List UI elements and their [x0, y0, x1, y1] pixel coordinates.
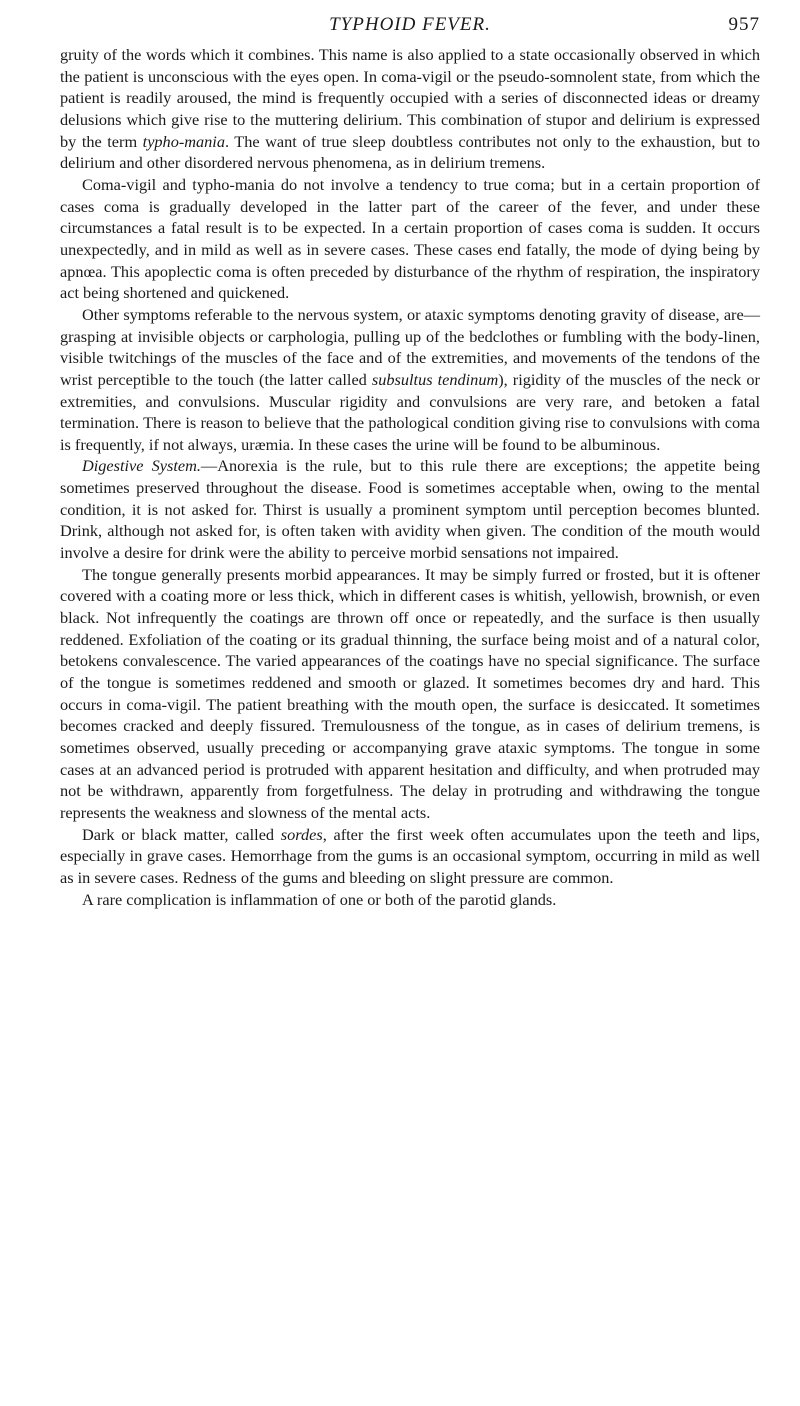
text-run: Other symptoms referable to the nervous system, or ataxic symptoms denoting gravity of disease, are—grasping at invisible objects or carphologia, pulling up of the bedclothes or fumbling with the body-linen, visible twitchings of the muscles of the face and of the extremities, and movements of the tendons of the wrist perceptible to the touch (the latter called: [60, 304, 760, 389]
text-run: The tongue generally presents morbid appearances. It may be simply furred or frosted, but it is oftener covered with a coating more or less thick, which in different cases is whitish, yellowish, brownish, or even black. Not infrequently the coatings are thrown off once or repeatedly, and the surface is then usually reddened. Exfoliation of the coating or its gradual thinning, the surface being moist and of a natural color, betokens convalescence. The varied appearances of the coatings have no special significance. The surface of the tongue is sometimes reddened and smooth or glazed. It sometimes becomes dry and hard. This occurs in coma-vigil. The patient breathing with the mouth open, the surface is desiccated. It sometimes becomes cracked and deeply fissured. Tremulousness of the tongue, as in cases of delirium tremens, is sometimes observed, usually preceding or accompanying grave ataxic symptoms. The tongue in some cases at an advanced period is protruded with apparent hesitation and difficulty, and when protruded may not be withdrawn, apparently from forgetfulness. The delay in protruding and withdrawing the tongue represents the weakness and slowness of the mental acts.: [60, 564, 760, 822]
text-run: A rare complication is inflammation of one or both of the parotid glands.: [82, 889, 557, 909]
text-run: ), rigidity of the muscles of the neck or extremities, and convulsions. Muscular rigidity and convulsions are very rare, and betoken a fatal termination. There is reason to believe that the pathological condition giving rise to convulsions with coma is frequently, if not always, uræmia. In these cases the urine will be found to be albuminous.: [60, 369, 760, 454]
page-number: 957: [728, 14, 760, 35]
book-page: [60, 12, 760, 910]
italic-text: sordes: [280, 824, 323, 844]
text-run: —Anorexia is the rule, but to this rule there are exceptions; the appetite being sometimes preserved throughout the disease. Food is sometimes acceptable when, owing to the mental condition, it is not asked for. Thirst is usually a prominent symptom until perception becomes blunted. Drink, although not asked for, is often taken with avidity when given. The condition of the mouth would involve a desire for drink were the ability to perceive morbid sensations not impaired.: [60, 456, 760, 563]
text-run: , after the first week often accumulates upon the teeth and lips, especially in grave cases. Hemorrhage from the gums is an occasional symptom, occurring in mild as well as in severe cases. Redness of the gums and bleeding on slight pressure are common.: [60, 824, 760, 887]
paragraph-p3: [60, 304, 760, 456]
paragraph-p1: [60, 44, 760, 174]
italic-text: subsultus tendinum: [371, 369, 499, 389]
body-text: [60, 44, 760, 910]
text-run: Dark or black matter, called: [82, 824, 281, 844]
text-run: Coma-vigil and typho-mania do not involve a tendency to true coma; but in a certain proportion of cases coma is gradually developed in the latter part of the career of the fever, and under these circumstances a fatal result is to be expected. In a certain proportion of cases coma is sudden. It occurs unexpectedly, and in mild as well as in severe cases. These cases end fatally, the mode of dying being by apnœa. This apoplectic coma is often preceded by disturbance of the rhythm of respiration, the inspiratory act being shortened and quickened.: [60, 174, 760, 303]
paragraph-p6: [60, 824, 760, 889]
paragraph-p4: [60, 455, 760, 563]
paragraph-p5: [60, 564, 760, 824]
italic-text: typho-mania: [142, 131, 225, 151]
paragraph-p2: [60, 174, 760, 304]
running-head: [60, 12, 760, 40]
italic-text: Digestive System.: [82, 456, 201, 476]
text-run: gruity of the words which it combines. This name is also applied to a state occasionally observed in which the patient is unconscious with the eyes open. In coma-vigil or the pseudo-somnolent state, from which the patient is readily aroused, the mind is frequently occupied with a series of disconnected ideas or dreamy delusions which give rise to the muttering delirium. This combination of stupor and delirium is expressed by the term: [60, 45, 760, 151]
text-run: . The want of true sleep doubtless contributes not only to the exhaustion, but to delirium and other disordered nervous phenomena, as in delirium tremens.: [60, 131, 760, 173]
paragraph-p7: [60, 889, 760, 911]
running-title: TYPHOID FEVER.: [329, 14, 491, 35]
